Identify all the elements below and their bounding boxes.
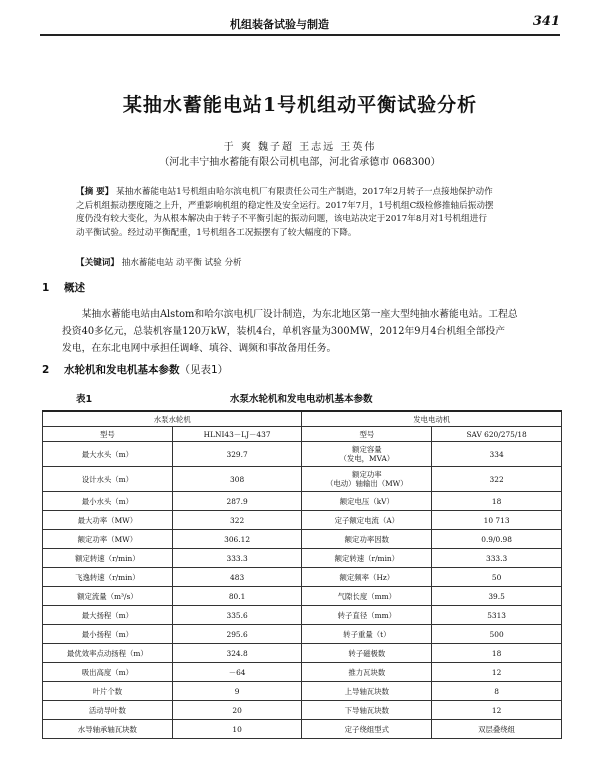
table-cell: 活动导叶数 [43,701,173,720]
table-cell: 295.6 [172,625,302,644]
table-cell: 5313 [432,606,562,625]
table-cell: 306.12 [172,530,302,549]
parameter-table [42,410,562,739]
table-cell: 329.7 [172,442,302,467]
table-cell: 上导轴瓦块数 [302,682,432,701]
table-cell: 转子磁极数 [302,644,432,663]
table-row [43,644,562,663]
table-cell: 额定流量（m³/s） [43,587,173,606]
abstract-label: 【摘 要】 [76,187,114,197]
table-cell: 最小水头（m） [43,492,173,511]
table-cell: 额定转速（r/min） [302,549,432,568]
table-cell: 80.1 [172,587,302,606]
section-heading-2: 2 水轮机和发电机基本参数（见表1） [42,364,229,376]
table-row [43,701,562,720]
table-group-generator: 发电电动机 [302,411,562,427]
table-cell: 18 [432,492,562,511]
table-cell: 定子额定电流（A） [302,511,432,530]
table-cell: 333.3 [432,549,562,568]
table-caption: 水泵水轮机和发电电动机基本参数 [230,394,373,405]
table-cell: 18 [432,644,562,663]
table-cell: 322 [432,467,562,492]
keywords [76,256,522,268]
table-cell: 最小扬程（m） [43,625,173,644]
table-cell: 转子直径（mm） [302,606,432,625]
abstract-line: 之后机组振动摆度随之上升，严重影响机组的稳定性及安全运行。2017年7月，1号机组C级检修推轴后振动摆 [76,200,494,211]
table-row [43,625,562,644]
table-cell: 推力瓦块数 [302,663,432,682]
table-label: 表1 [76,394,93,405]
table-row [43,442,562,467]
table-row [43,568,562,587]
table-cell: －64 [172,663,302,682]
table-cell: 324.8 [172,644,302,663]
table-header-cell: 型号 [302,427,432,442]
table-cell: 双层叠绕组 [432,720,562,739]
table-cell: 额定转速（r/min） [43,549,173,568]
table-row [43,682,562,701]
table-cell: 额定功率因数 [302,530,432,549]
table-cell: 0.9/0.98 [432,530,562,549]
table-cell: 下导轴瓦块数 [302,701,432,720]
table-cell: 12 [432,663,562,682]
table-row [43,549,562,568]
table-header-cell: SAV 620/275/18 [432,427,562,442]
table-cell: 322 [172,511,302,530]
overview-paragraph: 某抽水蓄能电站由Alstom和哈尔滨电机厂设计制造，为东北地区第一座大型纯抽水蓄能电站。工程总 投资40多亿元，总装机容量120万kW，装机4台，单机容量为300MW，2012年9月4台机组全部投产 发电，在东北电网中承担任调峰、填谷、调频和事故备用任务。 [62,309,518,354]
table-cell: 最优效率点动扬程（m） [43,644,173,663]
table-row [43,587,562,606]
table-row [43,606,562,625]
table-cell: 10 [172,720,302,739]
table-row [43,530,562,549]
running-title: 机组装备试验与制造 [230,18,329,31]
table-cell: 500 [432,625,562,644]
section-heading-1: 1 概述 [42,282,85,294]
table-cell: 334 [432,442,562,467]
table-cell: 定子绕组型式 [302,720,432,739]
table-cell: 20 [172,701,302,720]
table-cell: 333.3 [172,549,302,568]
table-row [43,720,562,739]
abstract [76,186,522,240]
table-row [43,663,562,682]
table-cell: 额定电压（kV） [302,492,432,511]
table-cell: 额定功率（MW） [43,530,173,549]
table-row [43,467,562,492]
table-cell: 287.9 [172,492,302,511]
table-cell: 最大扬程（m） [43,606,173,625]
table-cell: 设计水头（m） [43,467,173,492]
table-cell: 飞逸转速（r/min） [43,568,173,587]
table-cell: 12 [432,701,562,720]
table-row [43,511,562,530]
table-header-cell: HLNI43－LJ－437 [172,427,302,442]
table-cell: 额定功率 （电动）轴输出（MW） [302,467,432,492]
table-cell: 335.6 [172,606,302,625]
table-cell: 9 [172,682,302,701]
table-cell: 50 [432,568,562,587]
keywords-text: 抽水蓄能电站 动平衡 试验 分析 [121,258,242,268]
table-cell: 吸出高度（m） [43,663,173,682]
keywords-label: 【关键词】 [76,258,119,268]
table-cell: 水导轴承轴瓦块数 [43,720,173,739]
table-cell: 8 [432,682,562,701]
table-cell: 308 [172,467,302,492]
table-cell: 39.5 [432,587,562,606]
table-header-cell: 型号 [43,427,173,442]
running-header [40,14,560,36]
abstract-line: 动平衡试验。经过动平衡配重，1号机组各工况振摆有了较大幅度的下降。 [76,227,357,238]
table-group-turbine: 水泵水轮机 [43,411,302,427]
table-cell: 额定频率（Hz） [302,568,432,587]
table-cell: 气隙长度（mm） [302,587,432,606]
paper-affiliation: （河北丰宁抽水蓄能有限公司机电部，河北省承德市 068300） [159,157,441,168]
abstract-line: 【摘 要】 某抽水蓄能电站1号机组由哈尔滨电机厂有限责任公司生产制造，2017年2月转子一点接地保护动作 [76,187,493,197]
table-cell: 额定容量 （发电，MVA） [302,442,432,467]
table-cell: 最大水头（m） [43,442,173,467]
paper-title: 某抽水蓄能电站1号机组动平衡试验分析 [122,94,478,116]
page-number: 341 [532,14,560,29]
abstract-line: 度仍没有较大变化，为从根本解决由于转子不平衡引起的振动问题，该电站决定于2017年8月对1号机组进行 [76,214,487,224]
paper-authors: 于 爽 魏子超 王志远 王英伟 [223,142,377,153]
table-cell: 483 [172,568,302,587]
table-row [43,492,562,511]
table-cell: 最大功率（MW） [43,511,173,530]
table-cell: 转子重量（t） [302,625,432,644]
table-cell: 叶片个数 [43,682,173,701]
table-cell: 10 713 [432,511,562,530]
